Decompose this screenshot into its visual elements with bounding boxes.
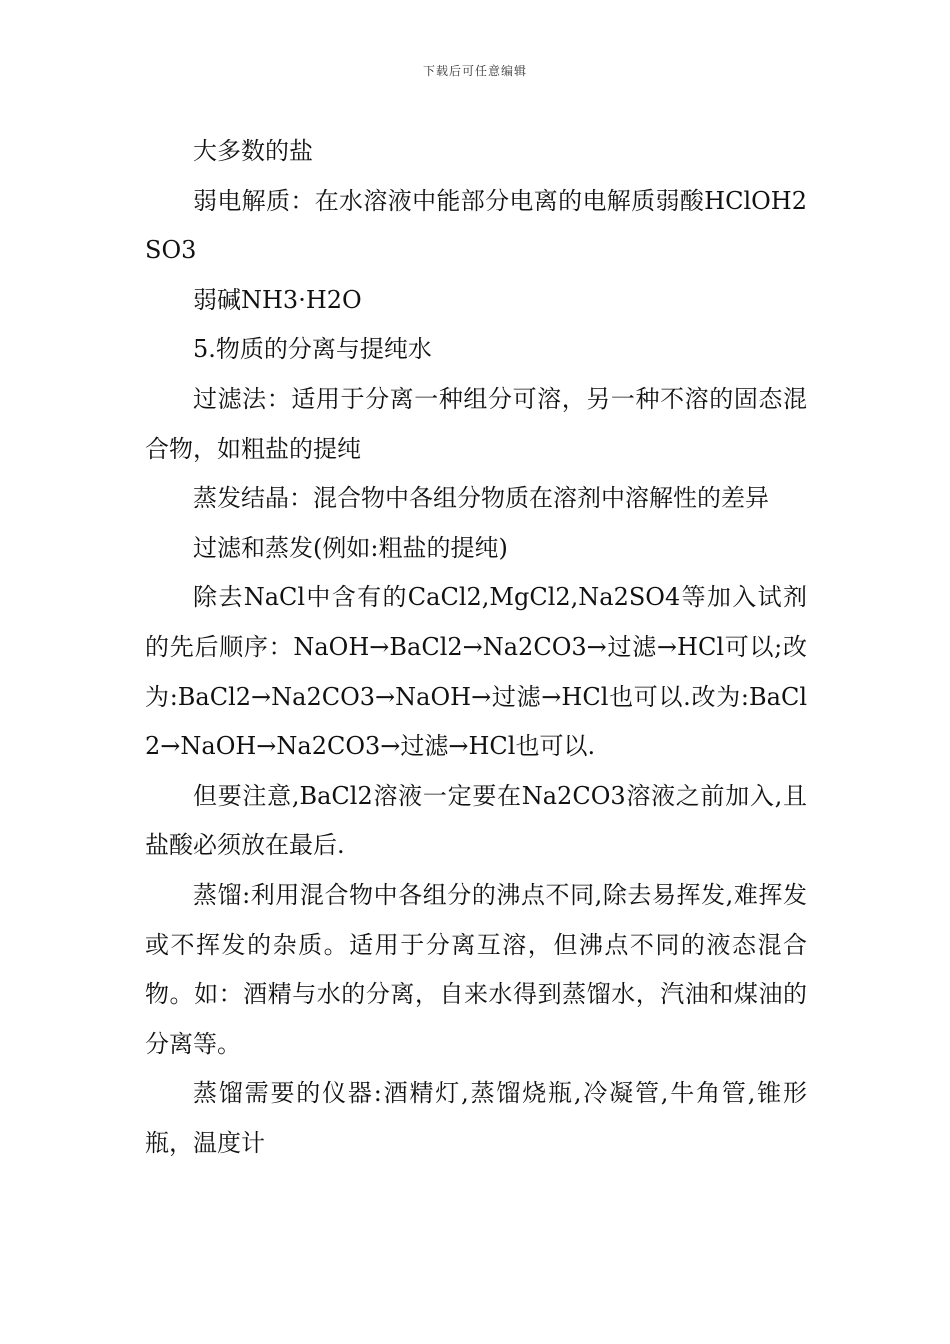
paragraph-filtration: 过滤法：适用于分离一种组分可溶，另一种不溶的固态混合物，如粗盐的提纯	[145, 384, 807, 463]
paragraph-weak-base: 弱碱NH3·H2O	[193, 285, 362, 314]
document-body	[145, 127, 807, 1168]
page-header: 下载后可任意编辑	[422, 64, 527, 78]
paragraph-section-heading: 5.物质的分离与提纯水	[193, 335, 432, 364]
paragraph-note: 但要注意,BaCl2溶液一定要在Na2CO3溶液之前加入,且盐酸必须放在最后.	[145, 781, 807, 860]
paragraph-distillation: 蒸馏:利用混合物中各组分的沸点不同,除去易挥发,难挥发或不挥发的杂质。适用于分离互溶，但沸点不同的液态混合物。如：酒精与水的分离，自来水得到蒸馏水，汽油和煤油的分离等。	[145, 880, 807, 1058]
paragraph-weak-electrolyte: 弱电解质：在水溶液中能部分电离的电解质弱酸HClOH2SO3	[145, 186, 807, 265]
paragraph-filter-evaporate-example: 过滤和蒸发(例如:粗盐的提纯)	[193, 533, 508, 562]
paragraph-distillation-apparatus: 蒸馏需要的仪器:酒精灯,蒸馏烧瓶,冷凝管,牛角管,锥形瓶，温度计	[145, 1079, 807, 1157]
paragraph-evaporation: 蒸发结晶：混合物中各组分物质在溶剂中溶解性的差异	[193, 484, 769, 513]
paragraph-reagent-order: 除去NaCl中含有的CaCl2,MgCl2,Na2SO4等加入试剂的先后顺序：NaOH→BaCl2→Na2CO3→过滤→HCl可以;改为:BaCl2→Na2CO3→NaOH→过滤→HCl也可以.改为:BaCl2→NaOH→Na2CO3→过滤→HCl也可以.	[145, 583, 807, 761]
paragraph-salts: 大多数的盐	[193, 137, 313, 165]
